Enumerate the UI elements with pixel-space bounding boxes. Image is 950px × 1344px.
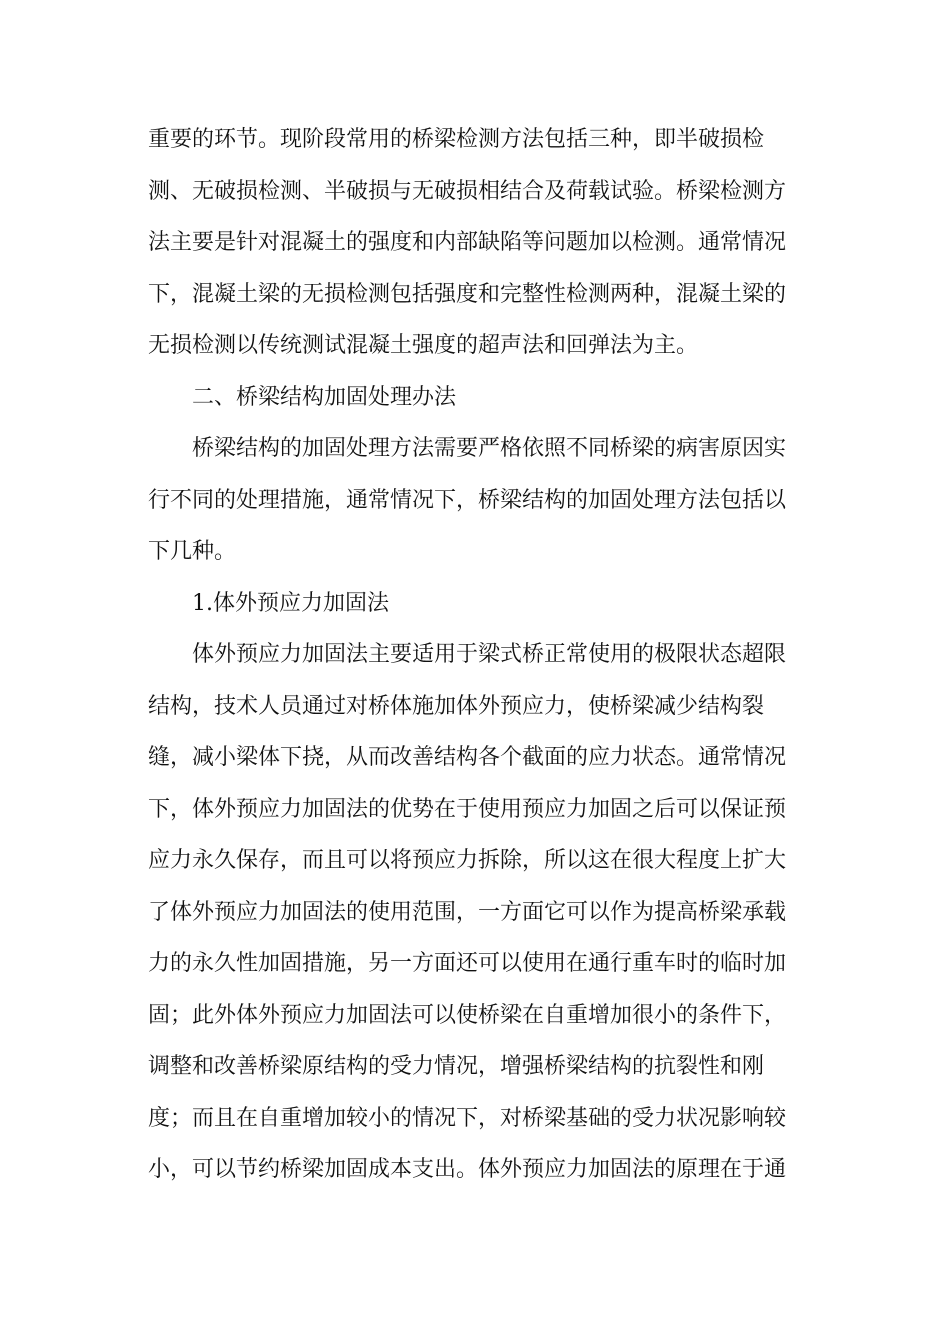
text-line: 了体外预应力加固法的使用范围，一方面它可以作为提高桥梁承载 [148, 899, 787, 925]
text-line: 下，混凝土梁的无损检测包括强度和完整性检测两种，混凝土梁的 [148, 281, 787, 307]
text-line: 力的永久性加固措施，另一方面还可以使用在通行重车时的临时加 [148, 951, 787, 976]
text-line: 法主要是针对混凝土的强度和内部缺陷等问题加以检测。通常情况 [148, 230, 787, 255]
text-line: 下几种。 [148, 539, 237, 564]
text-line: 下，体外预应力加固法的优势在于使用预应力加固之后可以保证预 [148, 796, 787, 822]
paragraph-start: 桥梁结构的加固处理方法需要严格依照不同桥梁的病害原因实 [192, 436, 787, 461]
text-line: 小，可以节约桥梁加固成本支出。体外预应力加固法的原理在于通 [148, 1157, 787, 1182]
text-line: 测、无破损检测、半破损与无破损相结合及荷载试验。桥梁检测方 [148, 178, 787, 204]
text-line: 重要的环节。现阶段常用的桥梁检测方法包括三种，即半破损检 [148, 127, 765, 152]
text-line: 固；此外体外预应力加固法可以使桥梁在自重增加很小的条件下， [148, 1002, 787, 1028]
text-line: 度；而且在自重增加较小的情况下，对桥梁基础的受力状况影响较 [148, 1105, 787, 1131]
text-line: 缝，减小梁体下挠，从而改善结构各个截面的应力状态。通常情况 [148, 745, 787, 770]
text-line: 应力永久保存，而且可以将预应力拆除，所以这在很大程度上扩大 [148, 848, 787, 873]
text-line: 无损检测以传统测试混凝土强度的超声法和回弹法为主。 [148, 333, 699, 358]
text-line: 调整和改善桥梁原结构的受力情况，增强桥梁结构的抗裂性和刚 [148, 1054, 765, 1079]
subsection-heading: 1.体外预应力加固法 [192, 590, 389, 616]
document-page [148, 114, 800, 1196]
paragraph-start: 体外预应力加固法主要适用于梁式桥正常使用的极限状态超限 [192, 642, 787, 667]
text-line: 行不同的处理措施，通常情况下，桥梁结构的加固处理方法包括以 [148, 487, 787, 513]
section-heading: 二、桥梁结构加固处理办法 [192, 384, 457, 410]
text-line: 结构，技术人员通过对桥体施加体外预应力，使桥梁减少结构裂 [148, 693, 765, 719]
